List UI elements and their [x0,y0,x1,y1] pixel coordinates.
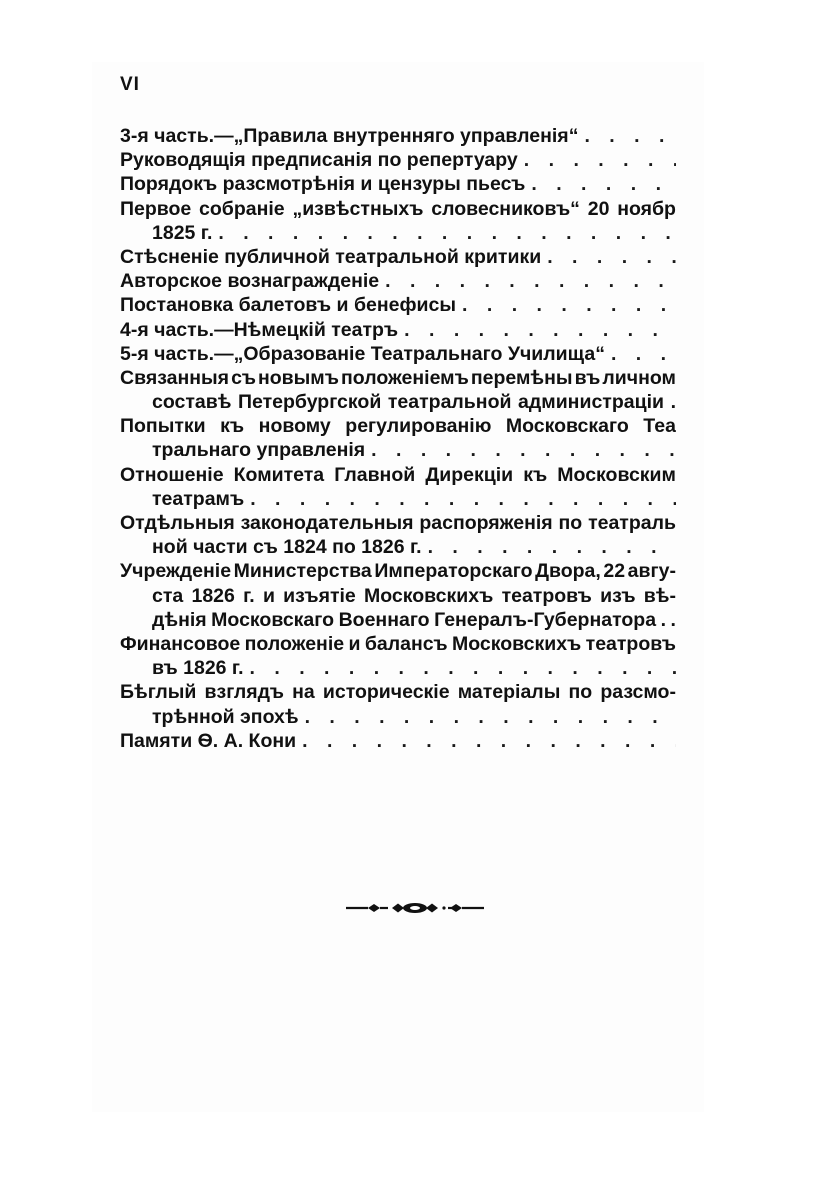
toc-line [120,197,676,221]
toc-entry-text: въ 1826 г. [152,657,244,680]
toc-word: личном [602,366,676,389]
toc-line [120,221,676,245]
toc-word: вѣ- [643,584,676,607]
toc-word: . [660,608,666,631]
toc-word: распоряженія [419,512,553,534]
toc-line [120,729,676,753]
toc-entry-text: трѣнной эпохѣ [152,705,299,728]
toc-entry [120,245,676,269]
toc-entry-text: Стѣсненіе публичной театральной критики [120,245,542,268]
toc-word: положеніе [244,632,345,655]
table-of-contents [120,124,676,753]
toc-word: театровъ [585,632,676,655]
dot-leader [547,245,676,269]
dot-leader [250,656,676,680]
toc-word: 22 [603,560,626,583]
toc-word: Учрежденіе [120,560,232,583]
dot-leader [428,535,676,559]
toc-word: Теа [643,415,676,438]
dot-leader [584,124,676,148]
toc-line [120,245,676,269]
toc-line [120,438,676,462]
toc-word: Главной [334,463,416,486]
toc-line [120,172,676,196]
toc-word: Финансовое [120,632,241,655]
toc-line [120,463,676,487]
toc-entry [120,148,676,172]
toc-word: Отношеніе [120,463,224,486]
toc-line [120,656,676,680]
toc-word: въ [574,366,601,389]
toc-word: Генералъ-Губернатора [434,608,657,631]
toc-word: . [670,391,676,414]
page-number: VI [120,74,140,95]
toc-word: авгу- [627,560,676,583]
toc-word: 1826 [191,584,235,607]
toc-word: театральной [387,391,512,414]
toc-entry-text [152,584,676,608]
toc-line [120,511,676,535]
toc-entry [120,318,676,342]
toc-line [120,680,676,704]
toc-word: Петербургской [238,391,382,414]
dot-leader [524,148,676,172]
toc-word: театраль [588,512,676,534]
toc-word: администраціи [518,391,664,414]
toc-word: Связанныя [120,366,230,389]
toc-word: Первое [120,197,192,220]
toc-line [120,535,676,559]
toc-word: Двора, [535,560,601,583]
toc-line [120,632,676,656]
toc-entry-text [120,463,676,487]
toc-word: Московским [557,463,676,486]
toc-word: новымъ [257,366,339,389]
dot-leader [611,342,676,366]
toc-entry-text: 5-я часть.—„Образованіе Театральнаго Училища“ [120,342,605,365]
toc-word: Дирекціи [425,463,514,486]
toc-word: взглядъ [204,681,284,704]
toc-entry-text: Авторское вознагражденіе [120,270,380,293]
toc-entry-text: ной части съ 1824 по 1826 г. [152,536,422,559]
toc-entry [120,559,676,632]
dot-leader [250,487,676,511]
toc-word: Московскихъ [364,584,494,607]
toc-word: изъ [600,584,636,607]
toc-word: театровъ [501,584,592,607]
toc-entry-text [152,390,676,414]
toc-line [120,390,676,414]
toc-word: собраніе [199,197,285,220]
toc-word: Бѣглый [120,681,197,704]
toc-word: „извѣстныхъ [292,197,424,220]
toc-entry-text [120,632,676,656]
toc-word: историческіе [322,681,450,704]
toc-entry [120,366,676,414]
toc-word: балансъ [364,632,448,655]
toc-entry-text [120,680,676,704]
toc-word: Отдѣльныя [120,512,235,534]
toc-line [120,559,676,583]
toc-line [120,342,676,366]
toc-word: изъятіе [283,584,356,607]
toc-word: по [558,512,583,534]
toc-entry-text: Постановка балетовъ и бенефисы [120,294,457,317]
dot-leader [385,269,676,293]
toc-word: г. [243,584,255,607]
toc-entry-text: 3-я часть.—„Правила внутренняго управленія“ [120,125,579,147]
toc-line [120,293,676,317]
toc-word: къ [220,415,245,438]
toc-word: Императорскаго [374,560,533,583]
toc-entry-text [120,559,676,583]
toc-word: Московскихъ [451,632,582,655]
toc-entry-text [120,414,676,438]
dot-leader [404,318,676,342]
toc-entry [120,414,676,462]
decorative-dash-ornament-icon [346,900,484,916]
toc-word: матеріалы [457,681,561,704]
dot-leader [218,221,676,245]
toc-entry-text: Порядокъ разсмотрѣнія и цензуры пьесъ [120,173,526,196]
toc-line [120,148,676,172]
toc-entry-text: театрамъ [152,487,245,510]
toc-word: положеніемъ [341,366,469,389]
toc-word: дѣнія [152,608,207,631]
toc-entry [120,632,676,680]
toc-entry [120,269,676,293]
toc-word: разсмо- [600,681,676,704]
toc-line [120,487,676,511]
toc-word: и [348,632,361,655]
dot-leader [305,705,676,729]
toc-entry [120,680,676,728]
toc-word: . [670,608,676,631]
toc-entry-text: 4-я часть.—Нѣмецкій театръ [120,318,399,341]
toc-word: по [568,681,593,704]
toc-entry-text: Памяти Ѳ. А. Кони [120,729,297,752]
toc-word: новому [258,415,331,438]
toc-entry-text: 1825 г. [152,221,213,244]
toc-entry-text [152,608,676,632]
toc-word: Комитета [233,463,325,486]
toc-word: Попытки [120,415,206,438]
toc-line [120,414,676,438]
toc-word: Московскаго [211,608,335,631]
toc-word: регулированію [345,415,492,438]
toc-entry-text [120,511,676,535]
toc-word: 20 [587,197,610,220]
toc-entry [120,124,676,148]
toc-entry-text: Руководящія предписанія по репертуару [120,149,518,172]
toc-entry-text: тральнаго управленія [152,439,366,462]
toc-line [120,584,676,608]
toc-word: словесниковъ“ [431,197,580,220]
toc-entry [120,197,676,245]
toc-word: на [292,681,315,704]
toc-entry [120,729,676,753]
dot-leader [371,438,676,462]
dot-leader [302,729,676,753]
toc-word: перемѣны [470,366,573,389]
toc-word: Военнаго [338,608,430,631]
toc-word: съ [231,366,256,389]
toc-line [120,705,676,729]
toc-entry [120,463,676,511]
toc-line [120,608,676,632]
toc-entry [120,342,676,366]
toc-entry [120,172,676,196]
toc-word: ста [152,584,184,607]
toc-line [120,124,676,148]
toc-word: ноябр [617,197,676,220]
dot-leader [531,172,676,196]
toc-word: составѣ [152,391,232,414]
toc-entry [120,293,676,317]
dot-leader [462,293,676,317]
toc-word: законодательныя [240,512,414,534]
toc-word: къ [523,463,548,486]
toc-word: Московскаго [505,415,629,438]
toc-word: и [262,584,275,607]
toc-line [120,366,676,390]
toc-line [120,269,676,293]
toc-entry-text [120,197,676,221]
toc-line [120,318,676,342]
toc-entry [120,511,676,559]
toc-word: Министерства [233,560,372,583]
toc-entry-text [120,366,676,390]
